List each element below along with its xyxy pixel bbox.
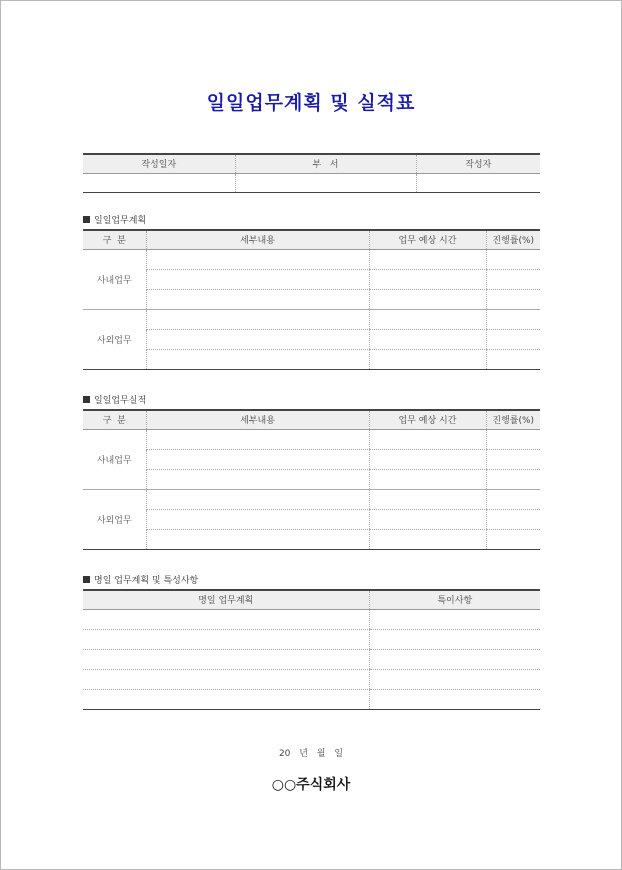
result-cell[interactable]	[369, 429, 486, 449]
header-department: 부 서	[235, 154, 416, 173]
plan-cell[interactable]	[369, 249, 486, 269]
next-cell[interactable]	[369, 689, 540, 709]
header-category: 구 분	[83, 230, 146, 249]
info-table	[83, 153, 540, 193]
next-cell[interactable]	[83, 609, 369, 629]
next-cell[interactable]	[369, 629, 540, 649]
header-author: 작성자	[416, 154, 540, 173]
header-category: 구 분	[83, 410, 146, 429]
result-cell[interactable]	[146, 529, 369, 549]
plan-cell[interactable]	[146, 329, 369, 349]
result-cell[interactable]	[146, 509, 369, 529]
header-progress: 진행률(%)	[486, 230, 540, 249]
plan-cell[interactable]	[146, 249, 369, 269]
group-external: 사외업무	[83, 489, 146, 549]
company-name: ○○주식회사	[271, 777, 351, 793]
result-cell[interactable]	[146, 489, 369, 509]
date-line: 20 년 월 일	[278, 749, 344, 759]
result-cell[interactable]	[146, 449, 369, 469]
plan-cell[interactable]	[146, 309, 369, 329]
header-next-plan: 명일 업무계획	[83, 590, 369, 609]
result-cell[interactable]	[369, 509, 486, 529]
next-cell[interactable]	[83, 649, 369, 669]
next-section-title: 명일 업무계획 및 특성사항	[94, 576, 199, 586]
plan-cell[interactable]	[486, 309, 540, 329]
result-cell[interactable]	[486, 469, 540, 489]
result-cell[interactable]	[486, 449, 540, 469]
result-cell[interactable]	[486, 489, 540, 509]
next-table	[83, 589, 540, 710]
result-cell[interactable]	[369, 529, 486, 549]
plan-cell[interactable]	[146, 289, 369, 309]
result-section-title: 일일업무실적	[94, 396, 147, 406]
next-cell[interactable]	[369, 609, 540, 629]
plan-cell[interactable]	[486, 289, 540, 309]
square-bullet-icon	[83, 396, 90, 403]
plan-cell[interactable]	[369, 329, 486, 349]
plan-cell[interactable]	[146, 349, 369, 369]
square-bullet-icon	[83, 576, 90, 583]
result-table	[83, 409, 540, 550]
next-section-label	[83, 573, 198, 586]
cell-department[interactable]	[235, 173, 416, 192]
plan-cell[interactable]	[486, 249, 540, 269]
header-notes: 특이사항	[369, 590, 540, 609]
header-details: 세부내용	[146, 410, 369, 429]
header-progress: 진행률(%)	[486, 410, 540, 429]
result-cell[interactable]	[369, 489, 486, 509]
plan-cell[interactable]	[369, 309, 486, 329]
result-cell[interactable]	[486, 529, 540, 549]
result-cell[interactable]	[146, 469, 369, 489]
next-cell[interactable]	[83, 629, 369, 649]
cell-author[interactable]	[416, 173, 540, 192]
plan-cell[interactable]	[369, 269, 486, 289]
header-details: 세부내용	[146, 230, 369, 249]
square-bullet-icon	[83, 216, 90, 223]
document-title: 일일업무계획 및 실적표	[206, 92, 416, 114]
plan-cell[interactable]	[486, 329, 540, 349]
header-expected-time: 업무 예상 시간	[369, 410, 486, 429]
plan-cell[interactable]	[486, 349, 540, 369]
plan-table	[83, 229, 540, 370]
next-cell[interactable]	[83, 669, 369, 689]
result-section-label	[83, 393, 146, 406]
group-internal: 사내업무	[83, 429, 146, 489]
header-date: 작성일자	[83, 154, 235, 173]
result-cell[interactable]	[369, 449, 486, 469]
result-cell[interactable]	[369, 469, 486, 489]
plan-section-title: 일일업무계획	[94, 216, 147, 226]
next-cell[interactable]	[83, 689, 369, 709]
group-internal: 사내업무	[83, 249, 146, 309]
plan-cell[interactable]	[369, 349, 486, 369]
next-cell[interactable]	[369, 649, 540, 669]
plan-section-label	[83, 213, 146, 226]
result-cell[interactable]	[146, 429, 369, 449]
plan-cell[interactable]	[486, 269, 540, 289]
cell-date[interactable]	[83, 173, 235, 192]
group-external: 사외업무	[83, 309, 146, 369]
next-cell[interactable]	[369, 669, 540, 689]
result-cell[interactable]	[486, 429, 540, 449]
plan-cell[interactable]	[369, 289, 486, 309]
plan-cell[interactable]	[146, 269, 369, 289]
header-expected-time: 업무 예상 시간	[369, 230, 486, 249]
result-cell[interactable]	[486, 509, 540, 529]
